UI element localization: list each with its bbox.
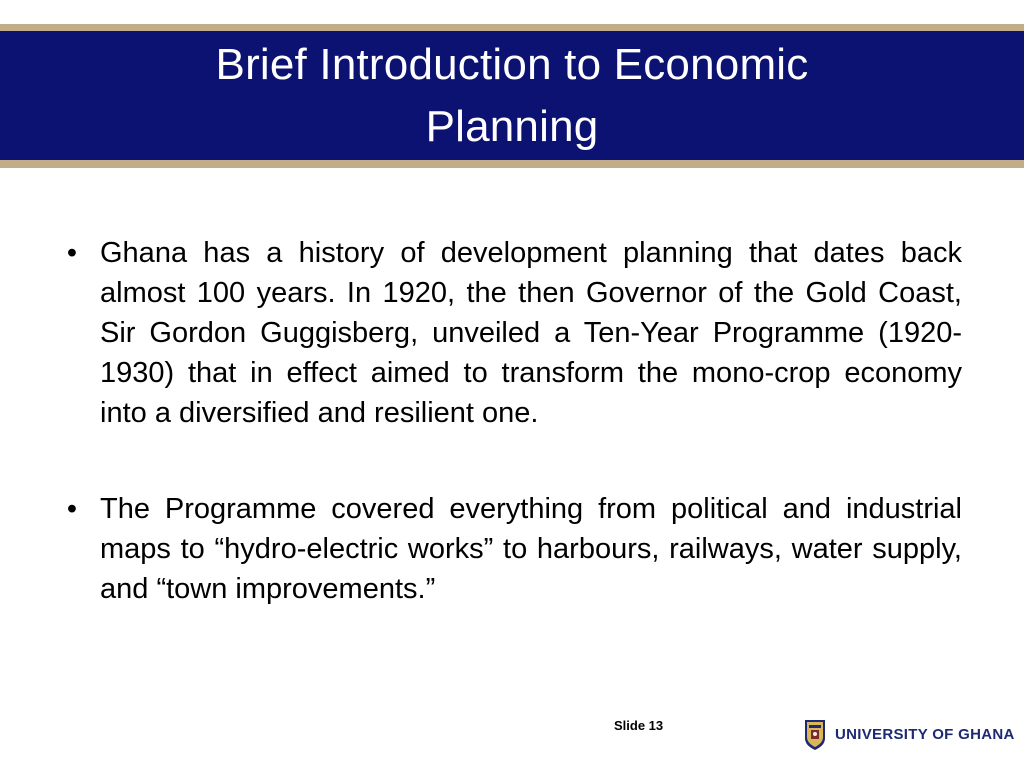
- slide-number: Slide 13: [614, 718, 664, 733]
- title-bar: [0, 24, 1024, 168]
- bullet-marker: •: [66, 493, 78, 525]
- bullet-text: The Programme covered everything from political and industrial maps to “hydro-electric works” to harbours, railways, water supply, and “town improvements.”: [100, 493, 962, 605]
- title-panel: [0, 31, 1024, 160]
- bullet-item: [52, 489, 962, 609]
- slide-content: [52, 233, 962, 609]
- university-crest-icon: [803, 718, 827, 751]
- bullet-text: Ghana has a history of development planning that dates back almost 100 years. In 1920, the then Governor of the Gold Coast, Sir Gordon Guggisberg, unveiled a Ten-Year Programme (1920-1930) that in effect aimed to transform the mono-crop economy into a diversified and resilient one.: [100, 237, 962, 429]
- university-logo: [803, 718, 1015, 751]
- bullet-marker: •: [66, 237, 78, 269]
- university-name: UNIVERSITY OF GHANA: [835, 725, 1015, 743]
- slide-title: Brief Introduction to Economic Planning: [215, 39, 809, 151]
- bullet-item: [52, 233, 962, 433]
